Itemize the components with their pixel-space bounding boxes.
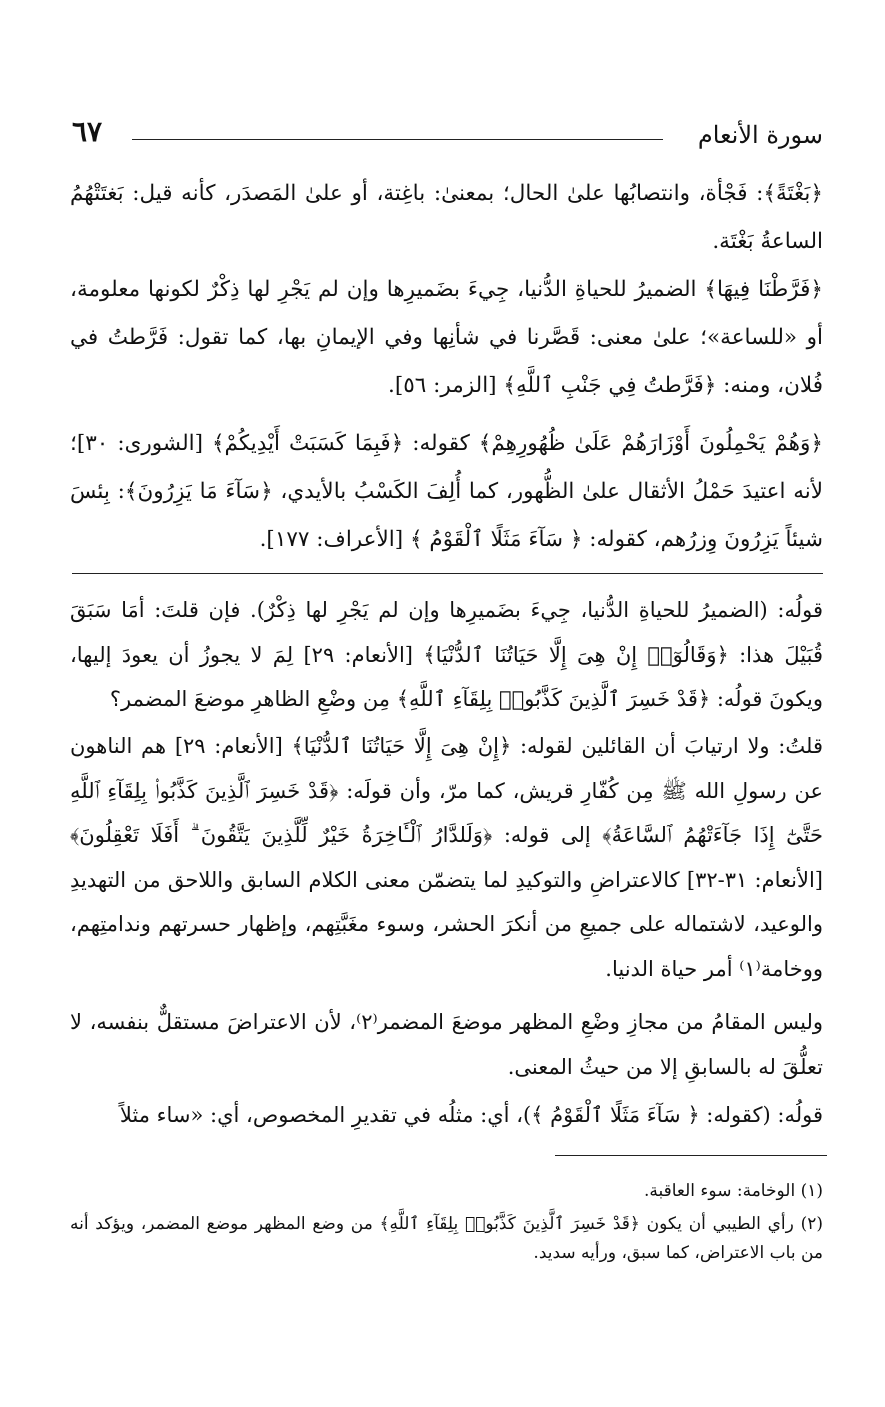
surah-title: سورة الأنعام [697,121,823,149]
section-divider [72,573,823,574]
main-paragraph-2: ﴿فَرَّطْنَا فِيهَا﴾ الضميرُ للحياةِ الدُّنيا، جِيءَ بضَميرِها وإن لم يَجْرِ لها ذِكْرٌ لكونها معلومة، أو «للساعة»؛ علىٰ معنى: قَصَّرنا في شأنِها وفي الإيمانِ بها، كما تقول: فَرَّطتُ في فُلان، ومنه: ﴿فَرَّطتُ فِي جَنْبِ ٱللَّهِ﴾ [الزمر: ٥٦]. [70,277,823,398]
commentary-paragraph-4: قولُه: (كقوله: ﴿ سَآءَ مَثَلًا ٱلْقَوْمُ ﴾)، أي: مثلُه في تقديرِ المخصوص، أي: «ساء مثلاً [119,1103,823,1127]
footnote-1: (١) الوخامة: سوء العاقبة. [643,1181,823,1201]
commentary-paragraph-1: قولُه: (الضميرُ للحياةِ الدُّنيا، جِيءَ بضَميرِها وإن لم يَجْرِ لها ذِكْرٌ). فإن قلتَ: أمَا سَبَقَ قُبَيْلَ هذا: ﴿وَقَالُوٓا۟ إِنْ هِىَ إِلَّا حَيَاتُنَا ٱلدُّنْيَا﴾ [الأنعام: ٢٩] لِمَ لا يجوزُ أن يعودَ إليها، ويكونَ قولُه: ﴿قَدْ خَسِرَ ٱلَّذِينَ كَذَّبُوا۟ بِلِقَآءِ ٱللَّهِ﴾ مِن وضْعِ الظاهرِ موضعَ المضمر؟ [70,598,824,711]
footnote-2: (٢) رأي الطيبي أن يكون ﴿قَدْ خَسِرَ ٱلَّذِينَ كَذَّبُوا۟ بِلِقَآءِ ٱللَّهِ﴾ من وضع المظهر موضع المضمر، ويؤكد أنه من باب الاعتراض، كما سبق، ورأيه سديد. [70,1214,823,1263]
commentary-paragraph-3: وليس المقامُ من مجازِ وضْعِ المظهر موضعَ المضمر⁽٢⁾، لأن الاعتراضَ مستقلٌّ بنفسه، لا تعلُّقَ له بالسابقِ إلا من حيثُ المعنى. [70,1010,823,1079]
commentary-paragraph-2: قلتُ: ولا ارتيابَ أن القائلين لقوله: ﴿إِنْ هِىَ إِلَّا حَيَاتُنَا ٱلدُّنْيَا﴾ [الأنعام: ٢٩] هم الناهون عن رسولِ الله ﷺ مِن كُفّارِ قريش، كما مرّ، وأن قولَه: ﴿قَدْ خَسِرَ ٱلَّذِينَ كَذَّبُوا۟ بِلِقَآءِ ٱللَّهِ حَتَّىٰٓ إِذَا جَآءَتْهُمُ ٱلسَّاعَةُ﴾ إلى قوله: ﴿وَلَلدَّارُ ٱلْـَٔاخِرَةُ خَيْرٌ لِّلَّذِينَ يَتَّقُونَ ۗ أَفَلَا تَعْقِلُونَ﴾ [الأنعام: ٣١-٣٢] كالاعتراضِ والتوكيدِ لما يتضمّن معنى الكلام السابق واللاحق من التهديدِ والوعيد، لاشتماله على جميعِ من أنكرَ الحشر، وسوء مغَبَّتِهم، وإظهار حسرتهم وندامتِهم، ووخامة⁽١⁾ أمر حياة الدنيا. [70,734,823,981]
footnote-rule [555,1155,827,1156]
page-header [72,115,823,159]
main-paragraph-3: ﴿وَهُمْ يَحْمِلُونَ أَوْزَارَهُمْ عَلَىٰ ظُهُورِهِمْ﴾ كقوله: ﴿فَبِمَا كَسَبَتْ أَيْدِيكُمْ﴾ [الشورى: ٣٠]؛ لأنه اعتيدَ حَمْلُ الأثقال علىٰ الظُّهور، كما أُلِفَ الكَسْبُ بالأيدي، ﴿سَآءَ مَا يَزِرُونَ﴾: بِئسَ شيئاً يَزِرُونَ وِزرُهم، كقوله: ﴿ سَآءَ مَثَلًا ٱلْقَوْمُ ﴾ [الأعراف: ١٧٧]. [70,431,823,552]
header-rule [132,139,663,140]
page-number: ٦٧ [72,115,103,148]
main-paragraph-1: ﴿بَغْتَةً﴾: فَجْأة، وانتصابُها علىٰ الحال؛ بمعنىٰ: باغِتة، أو علىٰ المَصدَر، كأنه قيل: بَغتَتْهُمُ الساعةُ بَغْتَة. [70,181,823,254]
